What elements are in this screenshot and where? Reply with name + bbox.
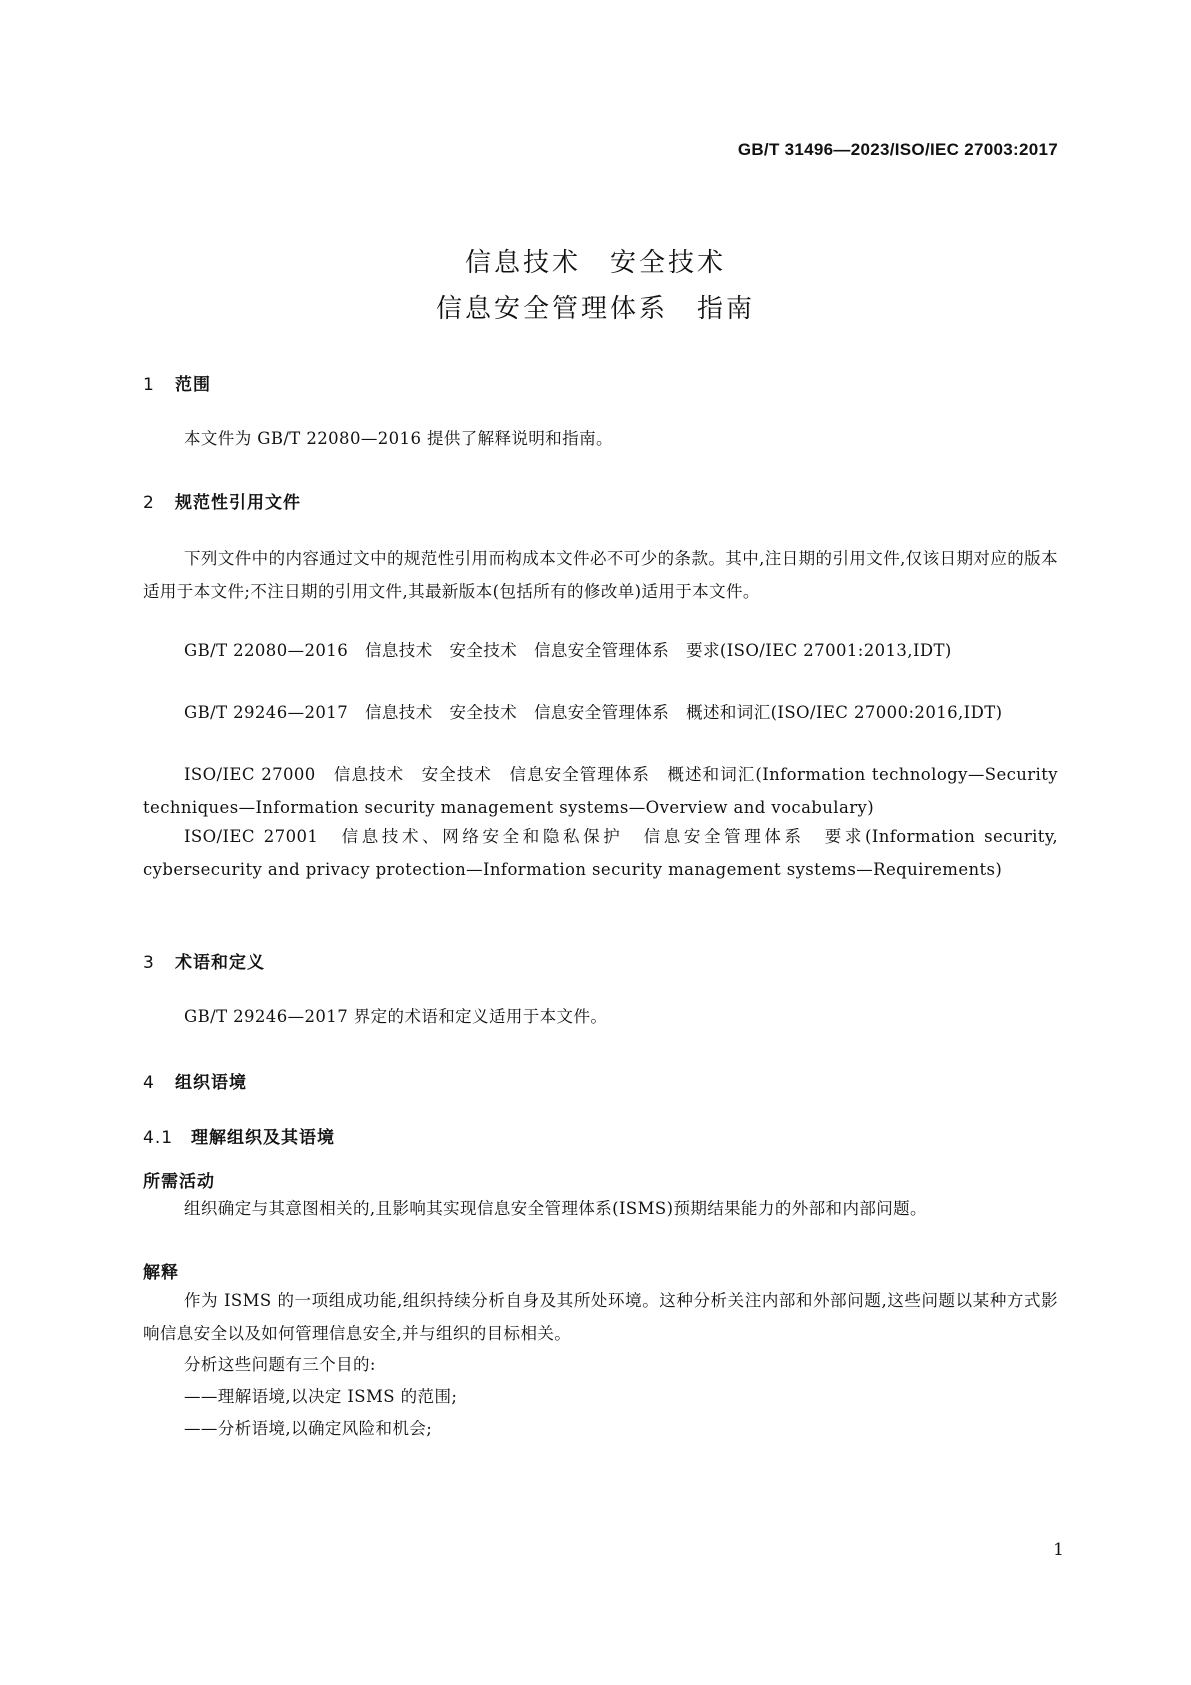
section-4-1-title: 理解组织及其语境 — [191, 1128, 335, 1148]
section-2-number: 2 — [143, 493, 155, 513]
section-2-heading — [143, 488, 301, 513]
standard-number: GB/T 31496—2023/ISO/IEC 27003:2017 — [737, 140, 1058, 159]
page-number: 1 — [1053, 1540, 1064, 1560]
section-1-title: 范围 — [175, 375, 211, 395]
section-4-1-number: 4.1 — [143, 1128, 174, 1148]
explanation-label: 解释 — [143, 1263, 179, 1283]
document-title-line1: 信息技术 安全技术 — [464, 248, 726, 278]
list-item: ——理解语境,以决定 ISMS 的范围; — [184, 1387, 458, 1406]
document-title-line2: 信息安全管理体系 指南 — [435, 294, 755, 324]
section-1-number: 1 — [143, 375, 155, 395]
section-4-title: 组织语境 — [175, 1073, 247, 1093]
explanation-body: 作为 ISMS 的一项组成功能,组织持续分析自身及其所处环境。这种分析关注内部和外部问题,这些问题以某种方式影响信息安全以及如何管理信息安全,并与组织的目标相关。 — [143, 1291, 1058, 1343]
normative-reference-3: ISO/IEC 27000 信息技术 安全技术 信息安全管理体系 概述和词汇(Information technology—Security techniques—Information security management systems—Overview and vocabulary) — [143, 765, 1058, 817]
purpose-intro: 分析这些问题有三个目的: — [184, 1355, 376, 1374]
section-3-title: 术语和定义 — [175, 953, 265, 973]
section-4-number: 4 — [143, 1073, 155, 1093]
normative-reference-4: ISO/IEC 27001 信息技术、网络安全和隐私保护 信息安全管理体系 要求(Information security, cybersecurity and privacy protection—Information security management systems—Requirements) — [143, 827, 1058, 879]
section-1-body: 本文件为 GB/T 22080—2016 提供了解释说明和指南。 — [184, 429, 613, 448]
section-4-1-heading — [143, 1123, 335, 1148]
section-3-heading — [143, 948, 265, 973]
section-2-intro: 下列文件中的内容通过文中的规范性引用而构成本文件必不可少的条款。其中,注日期的引用文件,仅该日期对应的版本适用于本文件;不注日期的引用文件,其最新版本(包括所有的修改单)适用于本文件。 — [143, 549, 1058, 601]
normative-reference-2: GB/T 29246—2017 信息技术 安全技术 信息安全管理体系 概述和词汇(ISO/IEC 27000:2016,IDT) — [184, 703, 1003, 722]
normative-reference-1: GB/T 22080—2016 信息技术 安全技术 信息安全管理体系 要求(ISO/IEC 27001:2013,IDT) — [184, 641, 952, 660]
section-4-heading — [143, 1068, 247, 1093]
section-3-body: GB/T 29246—2017 界定的术语和定义适用于本文件。 — [184, 1007, 608, 1026]
required-activity-body: 组织确定与其意图相关的,且影响其实现信息安全管理体系(ISMS)预期结果能力的外部和内部问题。 — [184, 1199, 927, 1218]
list-item: ——分析语境,以确定风险和机会; — [184, 1419, 433, 1438]
section-2-title: 规范性引用文件 — [175, 493, 301, 513]
section-1-heading — [143, 370, 211, 395]
section-3-number: 3 — [143, 953, 155, 973]
required-activity-label: 所需活动 — [143, 1172, 215, 1192]
